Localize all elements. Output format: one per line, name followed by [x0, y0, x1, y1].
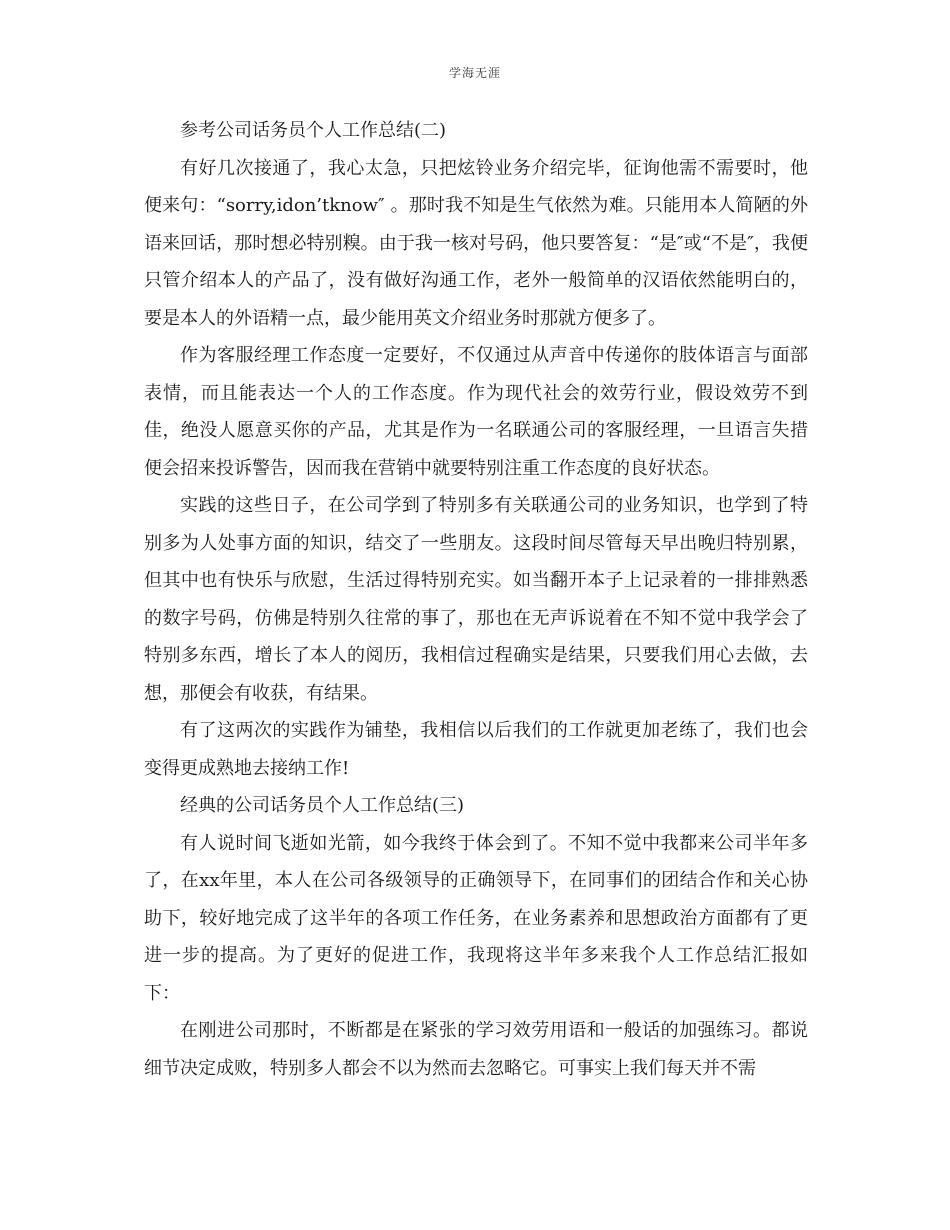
paragraph: 有人说时间飞逝如光箭，如今我终于体会到了。不知不觉中我都来公司半年多了，在xx年里，本人在公司各级领导的正确领导下，在同事们的团结合作和关心协助下，较好地完成了这半年的各项工作任务，在业务素养和思想政治方面都有了更进一步的提高。为了更好的促进工作，我现将这半年多来我个人工作总结汇报如下： — [144, 832, 808, 1004]
paragraph: 有了这两次的实践作为铺垫，我相信以后我们的工作就更加老练了，我们也会变得更成熟地去接纳工作! — [144, 720, 808, 779]
document-body — [144, 112, 808, 1087]
paragraph: 作为客服经理工作态度一定要好，不仅通过从声音中传递你的肢体语言与面部表情，而且能表达一个人的工作态度。作为现代社会的效劳行业，假设效劳不到佳，绝没人愿意买你的产品，尤其是作为一名联通公司的客服经理，一旦语言失措便会招来投诉警告，因而我在营销中就要特别注重工作态度的良好状态。 — [144, 345, 808, 479]
section-heading-three: 经典的公司话务员个人工作总结(三) — [180, 795, 465, 816]
paragraph: 有好几次接通了，我心太急，只把炫铃业务介绍完毕，征询他需不需要时，他便来句：“sorry,idon’tknow″ 。那时我不知是生气依然为难。只能用本人简陋的外语来回话，那时想必特别糗。由于我一核对号码，他只要答复：“是″或“不是″，我便只管介绍本人的产品了，没有做好沟通工作，老外一般简单的汉语依然能明白的，要是本人的外语精一点，最少能用英文介绍业务时那就方便多了。 — [144, 157, 808, 329]
page-header: 学海无涯 — [448, 66, 501, 80]
paragraph: 实践的这些日子，在公司学到了特别多有关联通公司的业务知识，也学到了特别多为人处事方面的知识，结交了一些朋友。这段时间尽管每天早出晚归特别累，但其中也有快乐与欣慰，生活过得特别充实。如当翻开本子上记录着的一排排熟悉的数字号码，仿佛是特别久往常的事了，那也在无声诉说着在不知不觉中我学会了特别多东西，增长了本人的阅历，我相信过程确实是结果，只要我们用心去做，去想，那便会有收获，有结果。 — [144, 495, 808, 704]
paragraph: 在刚进公司那时，不断都是在紧张的学习效劳用语和一般话的加强练习。都说细节决定成败，特别多人都会不以为然而去忽略它。可事实上我们每天并不需 — [144, 1020, 808, 1079]
section-heading-two: 参考公司话务员个人工作总结(二) — [180, 120, 447, 141]
